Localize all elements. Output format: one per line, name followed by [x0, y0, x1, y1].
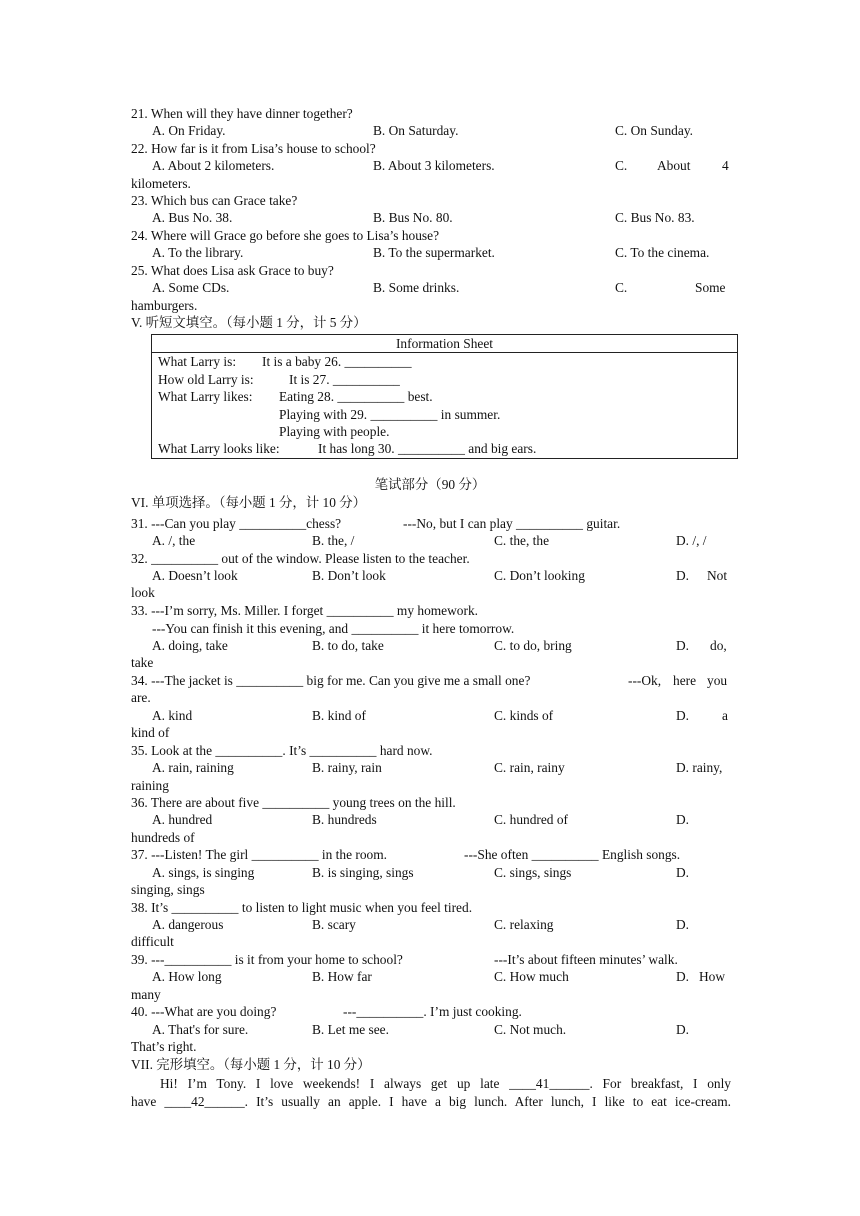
question-34: 34. ---The jacket is __________ big for me. Can you give me a small one?	[131, 673, 531, 688]
option-25-b: B. Some drinks.	[373, 280, 460, 295]
option-33-d-letter: D.	[676, 638, 690, 653]
option-34-d-wrap: kind of	[131, 725, 170, 740]
option-25-c-wrap: hamburgers.	[131, 298, 198, 313]
option-21-b: B. On Saturday.	[373, 123, 459, 138]
option-32-d-wrap: look	[131, 585, 155, 600]
question-23: 23. Which bus can Grace take?	[131, 193, 298, 208]
option-38-b: B. scary	[312, 917, 356, 932]
row-text-people: Playing with people.	[279, 423, 390, 439]
question-39-reply: ---It’s about fifteen minutes’ walk.	[494, 952, 678, 967]
question-40-reply: ---__________. I’m just cooking.	[343, 1004, 522, 1019]
question-37-reply: ---She often __________ English songs.	[464, 847, 681, 862]
option-37-a: A. sings, is singing	[152, 865, 255, 880]
option-37-d-wrap: singing, sings	[131, 882, 205, 897]
option-33-b: B. to do, take	[312, 638, 384, 653]
question-22: 22. How far is it from Lisa’s house to school?	[131, 141, 376, 156]
section-6-title: VI. 单项选择。（每小题 1 分，计 10 分）	[131, 495, 367, 510]
option-22-c-word: About	[657, 158, 691, 173]
option-35-d: D. rainy,	[676, 760, 723, 775]
option-36-d: D.	[676, 812, 690, 827]
section-7-title: VII. 完形填空。（每小题 1 分，计 10 分）	[131, 1057, 371, 1072]
question-21: 21. When will they have dinner together?	[131, 106, 353, 121]
row-label-looks: What Larry looks like:	[158, 441, 280, 457]
option-32-a: A. Doesn’t look	[152, 568, 238, 583]
option-36-b: B. hundreds	[312, 812, 377, 827]
option-35-c: C. rain, rainy	[494, 760, 565, 775]
row-text-28: Eating 28. __________ best.	[279, 389, 433, 405]
option-34-c: C. kinds of	[494, 708, 554, 723]
option-40-c: C. Not much.	[494, 1022, 567, 1037]
row-label-age: How old Larry is:	[158, 371, 254, 387]
option-40-b: B. Let me see.	[312, 1022, 389, 1037]
option-35-b: B. rainy, rain	[312, 760, 382, 775]
passage-line-2: have ____42______. It’s usually an apple. I have a big lunch. After lunch, I like to eat ice-cream.	[131, 1094, 731, 1109]
row-text-27: It is 27. __________	[289, 371, 400, 387]
option-22-c-wrap: kilometers.	[131, 176, 191, 191]
option-36-c: C. hundred of	[494, 812, 569, 827]
question-34-reply: ---Ok,	[628, 673, 662, 688]
question-37: 37. ---Listen! The girl __________ in the room.	[131, 847, 387, 862]
option-31-c: C. the, the	[494, 533, 550, 548]
option-34-d-letter: D.	[676, 708, 690, 723]
question-33: 33. ---I’m sorry, Ms. Miller. I forget __________ my homework.	[131, 603, 478, 618]
information-sheet-title: Information Sheet	[152, 335, 738, 353]
option-25-c-word: Some	[695, 280, 726, 295]
option-33-d-wrap: take	[131, 655, 154, 670]
passage-line-1: Hi! I’m Tony. I love weekends! I always get up late ____41______. For breakfast, I only	[160, 1076, 731, 1091]
option-32-d-letter: D.	[676, 568, 690, 583]
option-39-b: B. How far	[312, 969, 372, 984]
option-39-d-letter: D.	[676, 969, 690, 984]
question-34-wrap: are.	[131, 690, 151, 705]
option-40-d: D.	[676, 1022, 690, 1037]
option-36-a: A. hundred	[152, 812, 213, 827]
option-24-a: A. To the library.	[152, 245, 244, 260]
row-text-29: Playing with 29. __________ in summer.	[279, 406, 501, 422]
option-37-b: B. is singing, sings	[312, 865, 414, 880]
row-text-30: It has long 30. __________ and big ears.	[318, 441, 537, 457]
question-33-reply: ---You can finish it this evening, and __________ it here tomorrow.	[152, 621, 515, 636]
option-25-a: A. Some CDs.	[152, 280, 230, 295]
option-38-d-wrap: difficult	[131, 934, 174, 949]
option-21-c: C. On Sunday.	[615, 123, 693, 138]
information-sheet-table	[151, 334, 738, 459]
question-36: 36. There are about five __________ young trees on the hill.	[131, 795, 456, 810]
question-38: 38. It’s __________ to listen to light music when you feel tired.	[131, 900, 473, 915]
option-22-c-letter: C.	[615, 158, 628, 173]
option-39-d-wrap: many	[131, 987, 161, 1002]
option-22-b: B. About 3 kilometers.	[373, 158, 495, 173]
option-32-d-word: Not	[707, 568, 728, 583]
option-34-b: B. kind of	[312, 708, 366, 723]
information-sheet-body	[152, 353, 738, 458]
option-35-d-wrap: raining	[131, 778, 169, 793]
option-25-c-letter: C.	[615, 280, 628, 295]
written-part-title: 笔试部分（90 分）	[374, 477, 486, 492]
row-label-what: What Larry is:	[158, 354, 237, 370]
option-38-d: D.	[676, 917, 690, 932]
option-31-d: D. /, /	[676, 533, 707, 548]
question-31-reply: ---No, but I can play __________ guitar.	[403, 516, 621, 531]
option-36-d-wrap: hundreds of	[131, 830, 195, 845]
option-35-a: A. rain, raining	[152, 760, 234, 775]
option-31-b: B. the, /	[312, 533, 355, 548]
question-32: 32. __________ out of the window. Please listen to the teacher.	[131, 551, 470, 566]
option-40-d-wrap: That’s right.	[131, 1039, 197, 1054]
question-34-reply-3: you	[707, 673, 728, 688]
option-21-a: A. On Friday.	[152, 123, 226, 138]
option-33-a: A. doing, take	[152, 638, 228, 653]
option-32-c: C. Don’t looking	[494, 568, 585, 583]
question-31: 31. ---Can you play __________chess?	[131, 516, 342, 531]
option-32-b: B. Don’t look	[312, 568, 386, 583]
question-40: 40. ---What are you doing?	[131, 1004, 277, 1019]
row-label-likes: What Larry likes:	[158, 389, 253, 405]
option-37-c: C. sings, sings	[494, 865, 572, 880]
option-40-a: A. That's for sure.	[152, 1022, 249, 1037]
question-25: 25. What does Lisa ask Grace to buy?	[131, 263, 334, 278]
option-39-c: C. How much	[494, 969, 569, 984]
option-34-d-word: a	[722, 708, 728, 723]
question-24: 24. Where will Grace go before she goes to Lisa’s house?	[131, 228, 440, 243]
option-39-d-word: How	[699, 969, 726, 984]
option-22-c-num: 4	[722, 158, 729, 173]
option-38-c: C. relaxing	[494, 917, 554, 932]
option-33-c: C. to do, bring	[494, 638, 572, 653]
option-33-d-word: do,	[710, 638, 727, 653]
option-22-a: A. About 2 kilometers.	[152, 158, 275, 173]
question-34-reply-2: here	[673, 673, 697, 688]
option-23-c: C. Bus No. 83.	[615, 210, 695, 225]
option-24-c: C. To the cinema.	[615, 245, 710, 260]
option-34-a: A. kind	[152, 708, 193, 723]
option-23-a: A. Bus No. 38.	[152, 210, 233, 225]
option-39-a: A. How long	[152, 969, 222, 984]
option-37-d: D.	[676, 865, 690, 880]
section-5-title: V. 听短文填空。（每小题 1 分，计 5 分）	[131, 315, 367, 330]
option-24-b: B. To the supermarket.	[373, 245, 495, 260]
row-text-26: It is a baby 26. __________	[262, 354, 412, 370]
option-38-a: A. dangerous	[152, 917, 224, 932]
option-31-a: A. /, the	[152, 533, 196, 548]
question-35: 35. Look at the __________. It’s __________ hard now.	[131, 743, 433, 758]
option-23-b: B. Bus No. 80.	[373, 210, 453, 225]
question-39: 39. ---__________ is it from your home to school?	[131, 952, 403, 967]
